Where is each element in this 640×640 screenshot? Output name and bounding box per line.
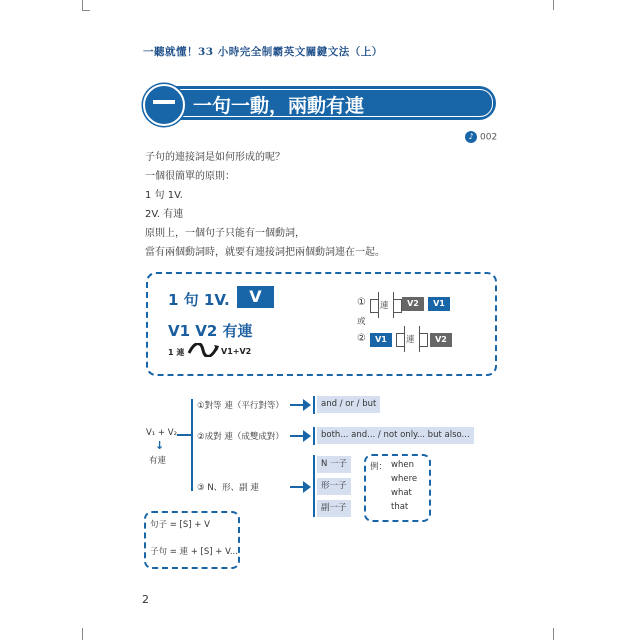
- intro-line: 一個很簡單的原則：: [145, 171, 235, 182]
- tree-root-link: 有連: [149, 456, 167, 466]
- rule-one-verb: 1 句 1V.: [168, 291, 230, 309]
- conjunction-plus-block: [396, 326, 428, 354]
- option-two-number: ②: [357, 333, 366, 344]
- crop-mark: [82, 0, 83, 10]
- verb1-box: V1: [428, 297, 450, 311]
- link-label-right: V1+V2: [221, 347, 252, 356]
- crop-mark: [82, 10, 90, 11]
- or-label: 或: [357, 317, 366, 327]
- crop-mark: [553, 0, 554, 10]
- branch-subordinating: ③ N、形、副 連: [197, 483, 259, 493]
- section-title: 一句一動，兩動有連: [193, 95, 365, 117]
- tree-root-verbs: V₁ + V₂: [146, 428, 177, 438]
- arrow-right-icon: [303, 399, 311, 411]
- intro-line: 原則上，一個句子只能有一個動詞，: [145, 228, 305, 239]
- conjunction-label: 連: [406, 335, 415, 345]
- intro-line: 1 句 1V.: [145, 190, 183, 201]
- bracket-bar: [313, 455, 315, 517]
- bracket-bar: [313, 396, 315, 414]
- example-label: 例：: [370, 462, 388, 472]
- audio-track[interactable]: [465, 131, 497, 143]
- example-word: what: [391, 488, 412, 498]
- section-number-badge: [143, 84, 185, 126]
- coordinating-items: and / or / but: [317, 396, 380, 413]
- crop-mark: [82, 628, 83, 640]
- arrow-right-icon: [303, 481, 311, 493]
- book-title-header: 一聽就懂！33 小時完全制霸英文關鍵文法（上）: [143, 46, 383, 58]
- correlative-items: both... and... / not only... but also...: [317, 427, 474, 444]
- verb2-box: V2: [430, 333, 452, 347]
- conjunction-plus-block: [370, 292, 402, 320]
- intro-paragraph: [145, 148, 385, 262]
- verb2-box: V2: [402, 297, 424, 311]
- branch-coordinating: ①對等 連（平行對等）: [197, 401, 284, 411]
- intro-line: 2V. 有連: [145, 209, 184, 220]
- down-arrow-icon: ↓: [155, 439, 165, 452]
- audio-track-number: 002: [480, 132, 498, 143]
- tree-bracket: [191, 399, 193, 491]
- branch-correlative: ②成對 連（成雙成對）: [197, 432, 284, 442]
- formula-clause: 子句 = 連 + [S] + V...: [150, 547, 238, 557]
- arrow-right-icon: [303, 430, 311, 442]
- verb-box: V: [237, 286, 274, 308]
- audio-icon: ♪: [465, 131, 477, 143]
- crop-mark: [553, 628, 554, 640]
- verb1-box: V1: [370, 333, 392, 347]
- tree-connector: [177, 434, 191, 436]
- link-wave-icon: [187, 343, 219, 357]
- conjunction-label: 連: [380, 301, 389, 311]
- example-word: where: [391, 474, 418, 484]
- intro-line: 當有兩個動詞時，就要有連接詞把兩個動詞連在一起。: [145, 247, 385, 258]
- example-word: that: [391, 502, 409, 512]
- clause-type-noun: N 一子: [317, 456, 351, 473]
- link-label-left: 1 連: [168, 348, 185, 357]
- page-number: 2: [142, 593, 149, 606]
- rule-two-verbs: V1 V2 有連: [168, 322, 253, 340]
- section-number-dash: [153, 100, 175, 104]
- clause-type-adverb: 副一子: [317, 500, 351, 517]
- formula-sentence: 句子 = [S] + V: [150, 520, 210, 530]
- clause-type-adjective: 形一子: [317, 478, 351, 495]
- intro-line: 子句的連接詞是如何形成的呢？: [145, 152, 285, 163]
- example-word: when: [391, 460, 414, 470]
- bracket-bar: [313, 427, 315, 445]
- option-one-number: ①: [357, 297, 366, 308]
